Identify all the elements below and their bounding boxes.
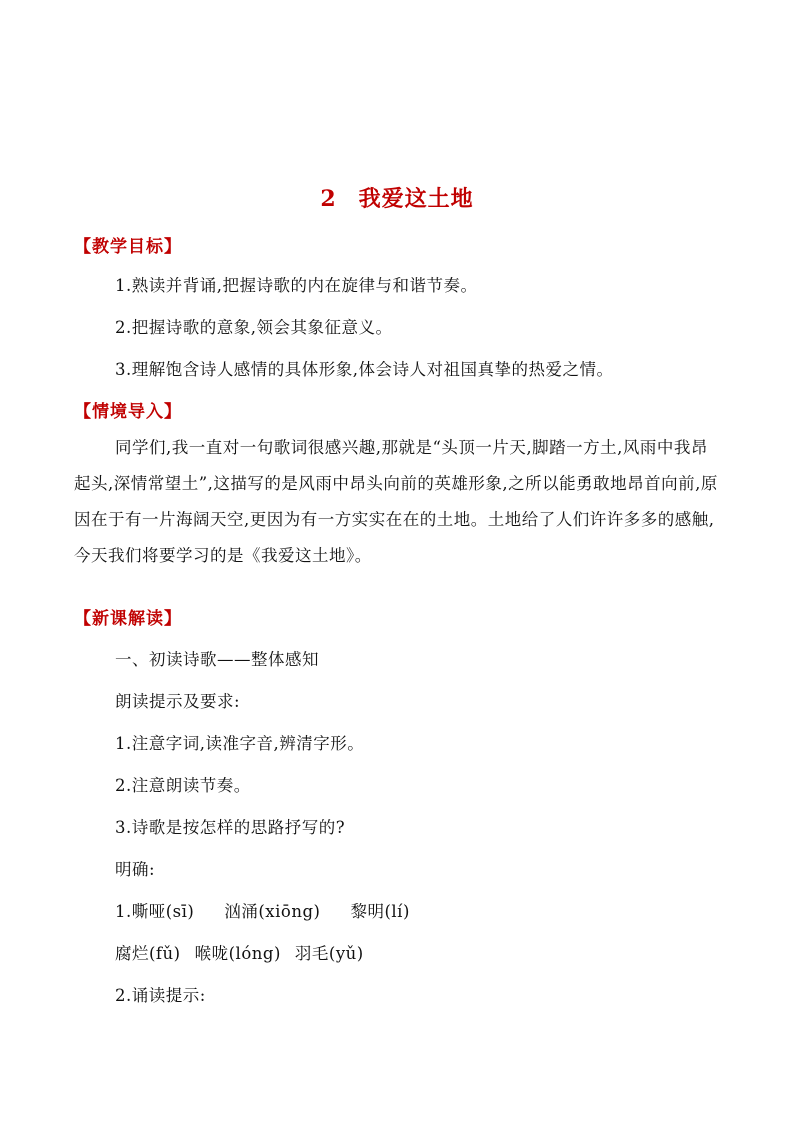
vocab-row xyxy=(115,940,378,964)
clarify-label: 明确: xyxy=(115,860,156,879)
tip-item: 1.注意字词,读准字音,辨清字形。 xyxy=(115,734,365,753)
title-text: 我爱这土地 xyxy=(358,186,474,212)
intro-paragraph: 同学们,我一直对一句歌词很感兴趣,那就是“头顶一片天,脚踏一方土,风雨中我昂起头,深情常望土”,这描写的是风雨中昂头向前的英雄形象,之所以能勇敢地昂首向前,原因在于有一片海阔天空,更因为有一方实实在在的土地。土地给了人们许许多多的感触,今天我们将要学习的是《我爱这土地》。 xyxy=(74,438,718,565)
vocab-word: 喉咙(lóng) xyxy=(194,944,281,963)
section-heading-intro: 【情境导入】 xyxy=(74,402,182,422)
vocab-word: 黎明(lí) xyxy=(350,902,410,921)
section-heading-objectives: 【教学目标】 xyxy=(74,237,182,257)
page-title xyxy=(0,182,794,213)
objective-item: 2.把握诗歌的意象,领会其象征意义。 xyxy=(115,318,393,337)
tip-item: 3.诗歌是按怎样的思路抒写的? xyxy=(115,818,346,837)
objective-item: 1.熟读并背诵,把握诗歌的内在旋律与和谐节奏。 xyxy=(115,276,478,295)
part1-heading: 一、初读诗歌——整体感知 xyxy=(115,650,319,669)
objective-item: 3.理解饱含诗人感情的具体形象,体会诗人对祖国真挚的热爱之情。 xyxy=(115,360,614,379)
vocab-word: 1.嘶哑(sī) xyxy=(115,902,195,921)
recite-tip: 2.诵读提示: xyxy=(115,986,206,1005)
section-heading-lesson: 【新课解读】 xyxy=(74,609,182,629)
tip-item: 2.注意朗读节奏。 xyxy=(115,776,251,795)
reading-tips-label: 朗读提示及要求: xyxy=(115,692,241,711)
vocab-row xyxy=(115,898,440,922)
vocab-word: 腐烂(fǔ) xyxy=(115,944,181,963)
vocab-word: 汹涌(xiōng) xyxy=(224,902,321,921)
title-number: 2 xyxy=(320,186,337,212)
vocab-word: 羽毛(yǔ) xyxy=(294,944,364,963)
